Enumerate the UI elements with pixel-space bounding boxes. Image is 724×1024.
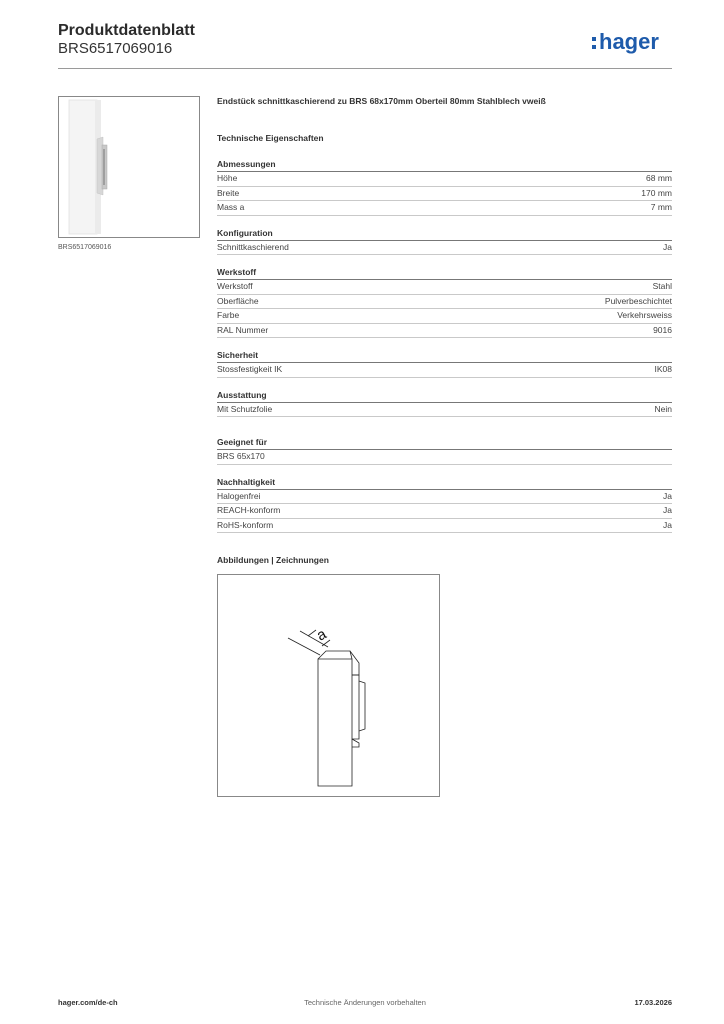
property-value: Ja xyxy=(663,519,672,530)
property-label: Mass a xyxy=(217,202,245,212)
footer-date: 17.03.2026 xyxy=(634,998,672,1007)
table-row xyxy=(217,241,672,256)
property-value: Ja xyxy=(663,241,672,252)
drawings-heading: Abbildungen | Zeichnungen xyxy=(217,555,329,565)
header-divider xyxy=(58,68,672,69)
property-value: Verkehrsweiss xyxy=(617,310,672,320)
property-label: BRS 65x170 xyxy=(217,451,265,461)
section-material xyxy=(217,267,672,338)
table-row xyxy=(217,363,672,378)
section-configuration xyxy=(217,228,672,256)
table-row xyxy=(217,295,672,310)
property-label: RAL Nummer xyxy=(217,324,269,335)
technical-properties-heading: Technische Eigenschaften xyxy=(217,133,324,143)
footer-website-link[interactable]: hager.com/de-ch xyxy=(58,998,118,1007)
property-label: Breite xyxy=(217,187,240,198)
property-value: 9016 xyxy=(653,324,672,335)
property-value: Ja xyxy=(663,490,672,501)
product-photo-illustration xyxy=(59,97,199,237)
section-equipment xyxy=(217,390,672,418)
table-row xyxy=(217,490,672,505)
dimension-label: a xyxy=(313,625,330,645)
property-value: 170 mm xyxy=(641,187,672,198)
property-label: RoHS-konform xyxy=(217,519,274,530)
product-image-caption: BRS6517069016 xyxy=(58,244,112,251)
table-row xyxy=(217,519,672,534)
section-title: Werkstoff xyxy=(217,267,672,280)
product-description: Endstück schnittkaschierend zu BRS 68x170mm Oberteil 80mm Stahlblech vweiß xyxy=(217,96,546,106)
section-title: Geeignet für xyxy=(217,437,672,450)
property-value: 7 mm xyxy=(650,202,672,212)
property-label: Stossfestigkeit IK xyxy=(217,364,283,374)
section-suitable-for xyxy=(217,437,672,465)
property-label: Werkstoff xyxy=(217,281,253,291)
section-title: Abmessungen xyxy=(217,159,672,172)
document-title: Produktdatenblatt xyxy=(58,22,195,39)
property-value: Stahl xyxy=(652,281,672,291)
property-label: Schnittkaschierend xyxy=(217,241,289,252)
hager-logo xyxy=(590,26,672,56)
property-label: Mit Schutzfolie xyxy=(217,403,273,414)
section-title: Nachhaltigkeit xyxy=(217,477,672,490)
table-row xyxy=(217,309,672,324)
section-dimensions xyxy=(217,159,672,216)
table-row xyxy=(217,450,672,465)
end-piece-drawing xyxy=(218,575,439,796)
product-details xyxy=(217,95,672,545)
section-safety xyxy=(217,350,672,378)
property-value: Ja xyxy=(663,505,672,515)
property-label: Höhe xyxy=(217,173,238,183)
property-label: Halogenfrei xyxy=(217,490,261,501)
table-row xyxy=(217,280,672,295)
property-value: IK08 xyxy=(654,364,672,374)
property-value: Nein xyxy=(654,403,672,414)
property-value: Pulverbeschichtet xyxy=(604,295,672,306)
section-sustainability xyxy=(217,477,672,534)
table-row xyxy=(217,187,672,202)
technical-drawing xyxy=(217,574,440,797)
logo-wordmark: hager xyxy=(599,29,659,54)
table-row xyxy=(217,403,672,418)
footer-notice: Technische Änderungen vorbehalten xyxy=(304,998,426,1007)
table-row xyxy=(217,201,672,216)
property-label: Farbe xyxy=(217,310,240,320)
property-value: 68 mm xyxy=(646,173,672,183)
table-row xyxy=(217,172,672,187)
section-title: Ausstattung xyxy=(217,390,672,403)
section-title: Konfiguration xyxy=(217,228,672,241)
product-number: BRS6517069016 xyxy=(58,40,173,57)
product-image xyxy=(58,96,200,238)
section-title: Sicherheit xyxy=(217,350,672,363)
table-row xyxy=(217,324,672,339)
table-row xyxy=(217,504,672,519)
property-label: REACH-konform xyxy=(217,505,281,515)
property-label: Oberfläche xyxy=(217,295,259,306)
